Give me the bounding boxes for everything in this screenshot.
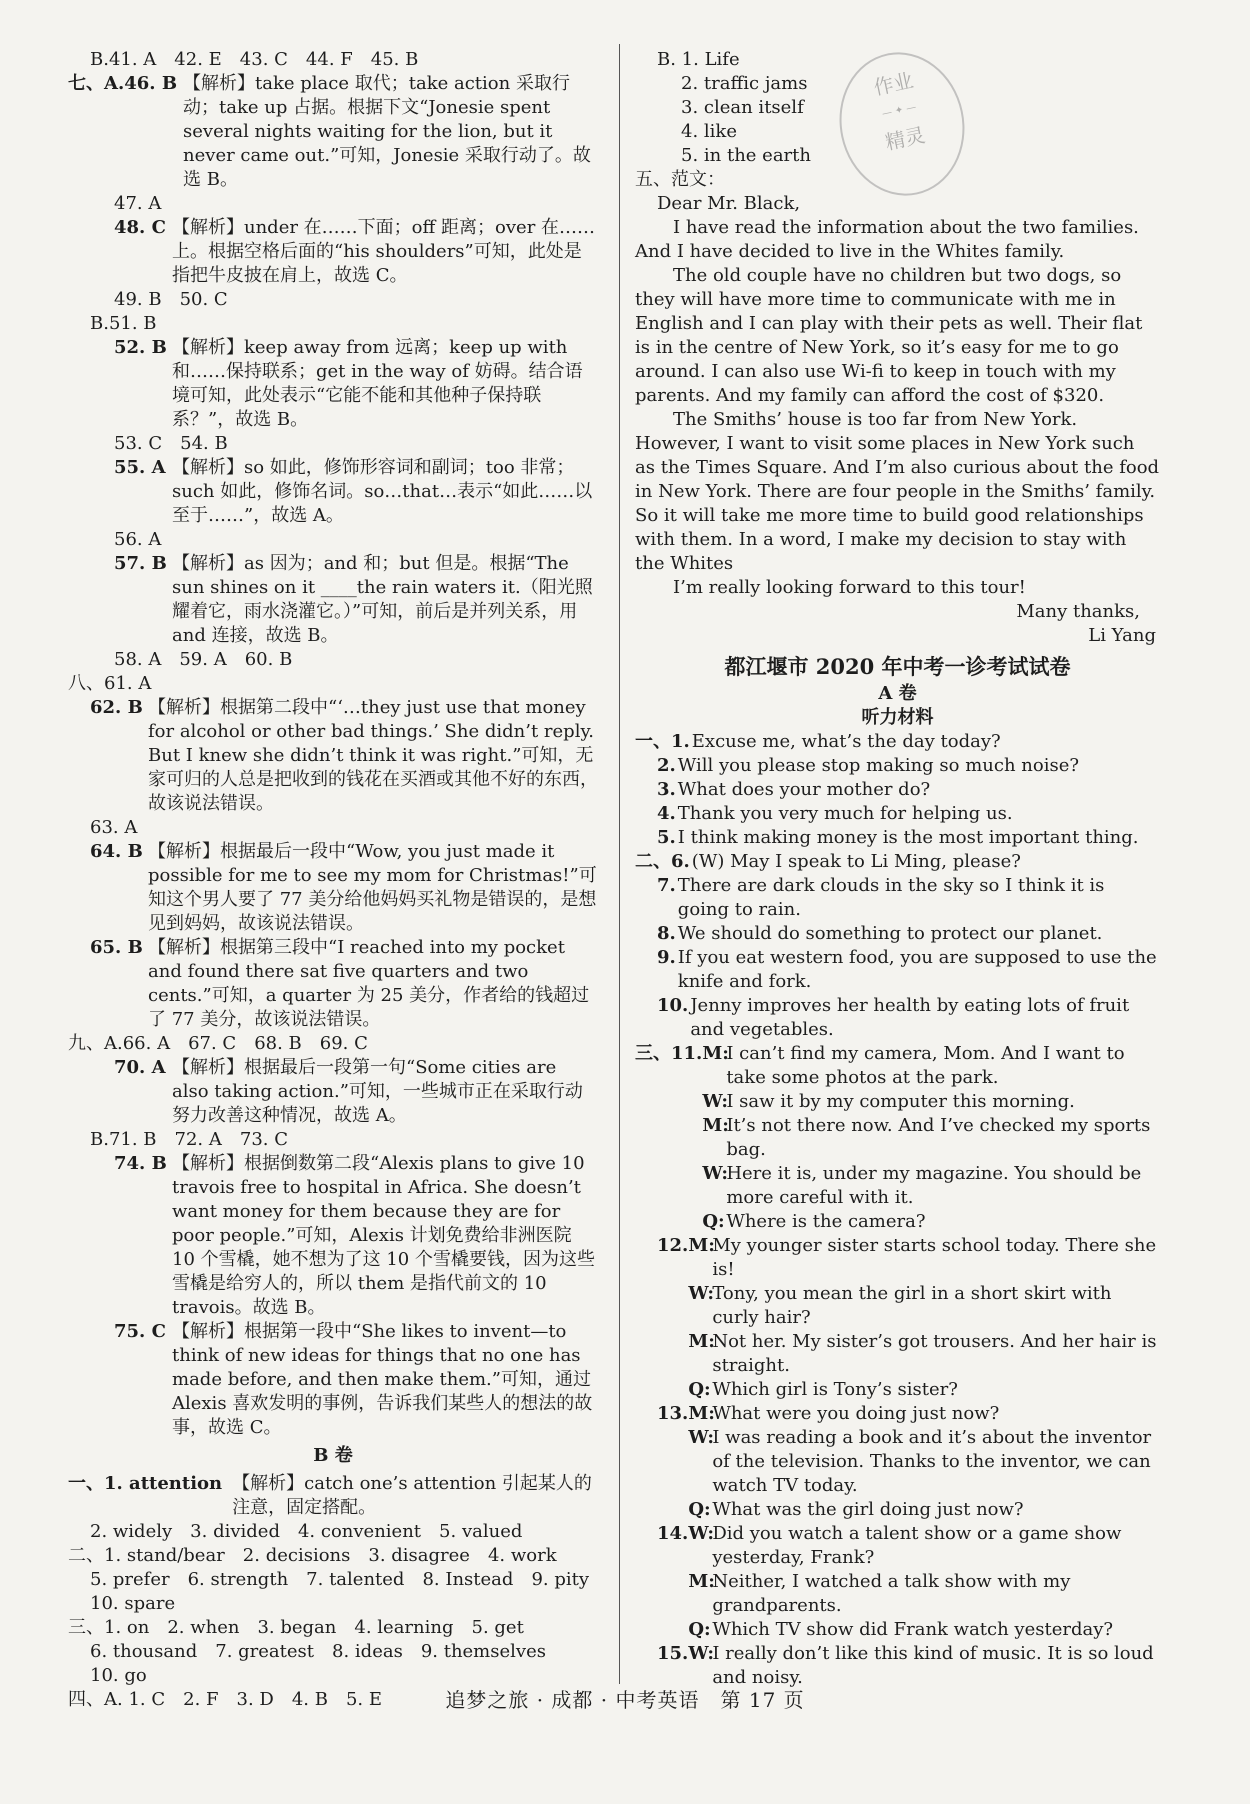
answer: 9. pity [531, 1569, 590, 1590]
explanation: 【解析】根据第二段中“‘…they just use that money for alcohol or other bad things.’ She didn’t reply. But I knew she didn’t think it was right.”可知，无家可归的人总是把收到的钱花在买酒或其他不好的东西，故该说法错误。 [148, 697, 598, 814]
dialogue-line [688, 1522, 1160, 1570]
explanation: 【解析】under 在……下面；off 距离；over 在……上。根据空格后面的“his shoulders”可知，此处是指把牛皮披在肩上，故选 C。 [172, 217, 596, 286]
dialogue-line [702, 1162, 1160, 1210]
answer: 10. go [90, 1665, 147, 1686]
listening-item [635, 802, 1160, 826]
listening-item [635, 946, 1160, 994]
speaker: M: [688, 1331, 715, 1352]
listening-item [635, 778, 1160, 802]
dialogue-line [688, 1570, 1160, 1618]
item-text: I think making money is the most important thing. [677, 827, 1139, 848]
answer-number: 62. B [90, 697, 143, 718]
section-heading: B 卷 [313, 1445, 353, 1466]
answer-row [68, 432, 598, 456]
listening-item [635, 994, 1160, 1042]
dialogue-line [688, 1378, 1160, 1402]
answer-number: 一、1. attention [68, 1473, 223, 1494]
speaker: Q: [688, 1499, 711, 1520]
answer: 7. talented [306, 1569, 405, 1590]
answer: 5. prefer [90, 1569, 170, 1590]
speaker: W: [688, 1643, 714, 1664]
speaker: Q: [702, 1211, 725, 1232]
explanation: 【解析】take place 取代；take action 采取行动；take up 占据。根据下文“Jonesie spent several nights waiting for the lion, but it never came out.”可知，Jonesie 采取行动了。故选 B。 [183, 73, 591, 190]
dialogue-line [688, 1426, 1160, 1498]
closing: Many thanks, [1016, 601, 1140, 622]
answer: B.71. B [90, 1129, 157, 1150]
item-text: If you eat western food, you are supposed to use the knife and fork. [677, 947, 1157, 992]
answer: 2. decisions [242, 1545, 351, 1566]
dialogue-line [688, 1618, 1160, 1642]
utterance: Here it is, under my magazine. You should be more careful with it. [726, 1163, 1142, 1208]
item-number: 5. [657, 827, 676, 848]
explanation: 【解析】根据最后一段第一句“Some cities are also taking action.”可知，一些城市正在采取行动努力改善这种情况，故选 A。 [172, 1057, 583, 1126]
utterance: Not her. My sister’s got trousers. And her hair is straight. [712, 1331, 1157, 1376]
utterance: Which TV show did Frank watch yesterday? [712, 1619, 1114, 1640]
listening-item [635, 850, 1160, 874]
answer-row [68, 288, 598, 312]
answer-row [68, 1640, 598, 1664]
answer: 三、1. on [68, 1617, 150, 1638]
dialogue [635, 1234, 1160, 1402]
utterance: Tony, you mean the girl in a short skirt with curly hair? [712, 1283, 1112, 1328]
speaker: W: [688, 1283, 714, 1304]
dialogue-line [688, 1330, 1160, 1378]
answer: 6. thousand [90, 1641, 198, 1662]
answer-number: 48. C [114, 217, 166, 238]
answer: 49. B [114, 289, 162, 310]
answer: 7. greatest [215, 1641, 315, 1662]
answer-row [68, 1032, 598, 1056]
speaker: M: [702, 1115, 729, 1136]
item-number: 7. [657, 875, 676, 896]
answer: 10. spare [90, 1593, 176, 1614]
answer: 3. disagree [368, 1545, 470, 1566]
answer-number: 52. B [114, 337, 167, 358]
answer: 42. E [174, 49, 222, 70]
answer: 2. widely [90, 1521, 173, 1542]
dialogue-line [688, 1282, 1160, 1330]
answer: 4. learning [354, 1617, 454, 1638]
answer: 6. strength [187, 1569, 289, 1590]
utterance: What was the girl doing just now? [712, 1499, 1024, 1520]
explanation: 【解析】根据第三段中“I reached into my pocket and found there sat five quarters and two cents.”可知，a quarter 为 25 美分，作者给的钱超过了 77 美分，故该说法错误。 [148, 937, 590, 1030]
answer-row [68, 648, 598, 672]
section-heading: A 卷 [878, 683, 917, 704]
answer: 4. like [681, 121, 737, 142]
item-text: We should do something to protect our planet. [677, 923, 1103, 944]
answer: B.51. B [90, 313, 157, 334]
answer: 43. C [239, 49, 288, 70]
answer: 9. themselves [420, 1641, 546, 1662]
explained-answer [68, 1152, 598, 1320]
answer: 67. C [188, 1033, 237, 1054]
listening-item [635, 922, 1160, 946]
speaker: M: [688, 1571, 715, 1592]
answer-number: 75. C [114, 1321, 166, 1342]
item-number: 4. [657, 803, 676, 824]
item-text: What does your mother do? [677, 779, 931, 800]
model-essay [635, 192, 1160, 648]
answer: 2. when [167, 1617, 240, 1638]
right-column [635, 48, 1160, 1690]
item-number: 12. [657, 1235, 689, 1256]
speaker: W: [688, 1427, 714, 1448]
answer: 2. traffic jams [681, 73, 808, 94]
essay-paragraph: I’m really looking forward to this tour! [673, 577, 1026, 598]
utterance: I saw it by my computer this morning. [726, 1091, 1075, 1112]
answer: 4. work [487, 1545, 557, 1566]
explanation: 【解析】as 因为；and 和；but 但是。根据“The sun shines on it ____the rain waters it.（阳光照耀着它，雨水浇灌它。）”可知，前后是并列关系，用 and 连接，故选 B。 [172, 553, 593, 646]
signature: Li Yang [1088, 625, 1156, 646]
speaker: M: [688, 1403, 715, 1424]
essay-paragraph: The old couple have no children but two dogs, so they will have more time to communicate with me in English and I can play with their pets as well. Their flat is in the centre of New York, so it’s easy for me to go around. I can also use Wi-fi to keep in touch with my parents. And my family can afford the cost of $320. [635, 265, 1143, 406]
explained-answer [68, 936, 598, 1032]
item-number: 一、1. [635, 731, 690, 752]
explained-answer [68, 1056, 598, 1128]
answer: 56. A [114, 529, 162, 550]
answer: 5. in the earth [681, 145, 811, 166]
answer: 72. A [174, 1129, 222, 1150]
answer: 69. C [319, 1033, 368, 1054]
answer: 4. convenient [297, 1521, 422, 1542]
speaker: Q: [688, 1379, 711, 1400]
explanation: 【解析】根据最后一段中“Wow, you just made it possible for me to see my mom for Christmas!”可知这个男人要了 77 美分给他妈妈买礼物是错误的，是想见到妈妈，故该说法错误。 [148, 841, 597, 934]
item-text: Excuse me, what’s the day today? [691, 731, 1001, 752]
explained-answer [68, 1320, 598, 1440]
answer-row [68, 48, 598, 72]
answer: 3. D [236, 1689, 274, 1710]
answer-number: 64. B [90, 841, 143, 862]
answer: 47. A [114, 193, 162, 214]
listening-item [635, 826, 1160, 850]
utterance: I can’t find my camera, Mom. And I want to take some photos at the park. [726, 1043, 1125, 1088]
dialogue-line [688, 1402, 1160, 1426]
listening-part-1 [635, 730, 1160, 850]
item-number: 8. [657, 923, 676, 944]
answer: B. 1. Life [657, 49, 740, 70]
speaker: M: [688, 1235, 715, 1256]
speaker: Q: [688, 1619, 711, 1640]
item-number: 13. [657, 1403, 689, 1424]
answer: 九、A.66. A [68, 1033, 171, 1054]
answer: 5. valued [439, 1521, 523, 1542]
salutation: Dear Mr. Black, [657, 193, 801, 214]
answer: 53. C [114, 433, 163, 454]
dialogue-line [702, 1114, 1160, 1162]
page-footer: 追梦之旅 · 成都 · 中考英语 第 17 页 [445, 1688, 805, 1712]
speaker: W: [702, 1163, 728, 1184]
answer: 3. began [257, 1617, 337, 1638]
answer: 2. F [183, 1689, 219, 1710]
explanation: 【解析】keep away from 远离；keep up with 和……保持联系；get in the way of 妨碍。结合语境可知，此处表示“它能不能和其他种子保持联系？”，故选 B。 [172, 337, 583, 430]
stamp-text: 作业 [871, 67, 916, 100]
item-number: 10. [657, 995, 689, 1016]
answer: 5. E [345, 1689, 383, 1710]
answer-number: 74. B [114, 1153, 167, 1174]
item-number: 二、6. [635, 851, 690, 872]
utterance: What were you doing just now? [712, 1403, 1000, 1424]
answer: 58. A [114, 649, 162, 670]
item-text: Jenny improves her health by eating lots of fruit and vegetables. [690, 995, 1130, 1040]
listening-part-3 [635, 1042, 1160, 1690]
explained-answer [68, 72, 598, 192]
dialogue-line [688, 1498, 1160, 1522]
listening-item [635, 754, 1160, 778]
utterance: Where is the camera? [726, 1211, 926, 1232]
utterance: Which girl is Tony’s sister? [712, 1379, 958, 1400]
explained-answer [68, 1472, 598, 1520]
essay-paragraph: I have read the information about the two families. And I have decided to live in the Whites family. [635, 217, 1139, 262]
speaker: W: [688, 1523, 714, 1544]
utterance: My younger sister starts school today. There she is! [712, 1235, 1157, 1280]
dialogue-line [702, 1090, 1160, 1114]
speaker: W: [702, 1091, 728, 1112]
listening-part-2 [635, 850, 1160, 1042]
dialogue [635, 1402, 1160, 1522]
section-heading: 听力材料 [861, 707, 934, 728]
answer: 3. clean itself [681, 97, 804, 118]
dialogue [635, 1042, 1160, 1234]
section-label: 五、范文： [635, 169, 725, 190]
answer: 3. divided [190, 1521, 280, 1542]
item-number: 3. [657, 779, 676, 800]
answer: 45. B [370, 49, 419, 70]
explained-answer [68, 840, 598, 936]
answer: 50. C [179, 289, 228, 310]
explained-answer [68, 216, 598, 288]
listening-item [635, 874, 1160, 922]
item-number: 三、11. [635, 1043, 703, 1064]
left-column [68, 48, 598, 1712]
item-number: 14. [657, 1523, 689, 1544]
item-number: 9. [657, 947, 676, 968]
utterance: Neither, I watched a talk show with my grandparents. [712, 1571, 1071, 1616]
answer: 二、1. stand/bear [68, 1545, 225, 1566]
answer: B.41. A [90, 49, 157, 70]
dialogue-line [702, 1042, 1160, 1090]
item-number: 2. [657, 755, 676, 776]
answer-number: 55. A [114, 457, 166, 478]
explained-answer [68, 456, 598, 528]
answer-number: 65. B [90, 937, 143, 958]
answer: 73. C [239, 1129, 289, 1150]
answer: 4. B [291, 1689, 328, 1710]
utterance: I was reading a book and it’s about the inventor of the television. Thanks to the inventor, we can watch TV today. [712, 1427, 1152, 1496]
answer: 54. B [180, 433, 228, 454]
item-text: Will you please stop making so much noise? [677, 755, 1079, 776]
explained-answer [68, 336, 598, 432]
answer-row [68, 1128, 598, 1152]
answer: 5. get [471, 1617, 524, 1638]
column-divider [619, 44, 620, 1684]
answer-number: 七、A.46. B [68, 73, 178, 94]
utterance: I really don’t like this kind of music. It is so loud and noisy. [712, 1643, 1154, 1688]
explanation: 【解析】catch one’s attention 引起某人的注意，固定搭配。 [232, 1473, 592, 1518]
answer: 63. A [90, 817, 138, 838]
answer-number: 57. B [114, 553, 167, 574]
answer-row [68, 1616, 598, 1640]
dialogue-line [702, 1210, 1160, 1234]
explained-answer [68, 552, 598, 648]
explained-answer [68, 696, 598, 816]
stamp-text: 精灵 [883, 122, 928, 155]
answer-row [68, 1544, 598, 1568]
utterance: Did you watch a talent show or a game show yesterday, Frank? [712, 1523, 1122, 1568]
dialogue-line [688, 1642, 1160, 1690]
dialogue-line [688, 1234, 1160, 1282]
speaker: M: [702, 1043, 729, 1064]
answer: 八、61. A [68, 673, 152, 694]
explanation: 【解析】根据第一段中“She likes to invent—to think of new ideas for things that no one has made before, and then make them.”可知，通过 Alexis 喜欢发明的事例，告诉我们某些人的想法的故事，故选 C。 [172, 1321, 593, 1438]
answer: 8. ideas [332, 1641, 403, 1662]
answer: 68. B [254, 1033, 302, 1054]
answer: 44. F [305, 49, 353, 70]
explanation: 【解析】so 如此，修饰形容词和副词；too 非常；such 如此，修饰名词。so…that…表示“如此……以至于……”，故选 A。 [172, 457, 593, 526]
stamp-ornament: — ✦ — [881, 101, 918, 120]
answer: 59. A [179, 649, 227, 670]
answer-row [68, 1568, 598, 1592]
answer: 8. Instead [422, 1569, 514, 1590]
item-text: (W) May I speak to Li Ming, please? [691, 851, 1021, 872]
utterance: It’s not there now. And I’ve checked my sports bag. [726, 1115, 1151, 1160]
explanation: 【解析】根据倒数第二段“Alexis plans to give 10 travois free to hospital in Africa. She doesn’t want money for them because they are for poor people.”可知，Alexis 计划免费给非洲医院 10 个雪橇，她不想为了这 10 个雪橇要钱，因为这些雪橇是给穷人的，所以 them 是指代前文的 10 travois。故选 B。 [172, 1153, 595, 1318]
item-number: 15. [657, 1643, 689, 1664]
item-text: There are dark clouds in the sky so I think it is going to rain. [677, 875, 1105, 920]
listening-item [635, 730, 1160, 754]
answer-row [68, 1520, 598, 1544]
exam-title: 都江堰市 2020 年中考一诊考试试卷 [724, 654, 1071, 679]
answer: 四、A. 1. C [68, 1689, 166, 1710]
item-text: Thank you very much for helping us. [677, 803, 1013, 824]
answer-number: 70. A [114, 1057, 166, 1078]
answer: 60. B [244, 649, 293, 670]
dialogue [635, 1642, 1160, 1690]
dialogue [635, 1522, 1160, 1642]
essay-paragraph: The Smiths’ house is too far from New York. However, I want to visit some places in New York such as the Times Square. And I’m also curious about the food in New York. There are four people in the Smiths’ family. So it will take me more time to build good relationships with them. In a word, I make my decision to stay with the Whites [635, 409, 1160, 574]
